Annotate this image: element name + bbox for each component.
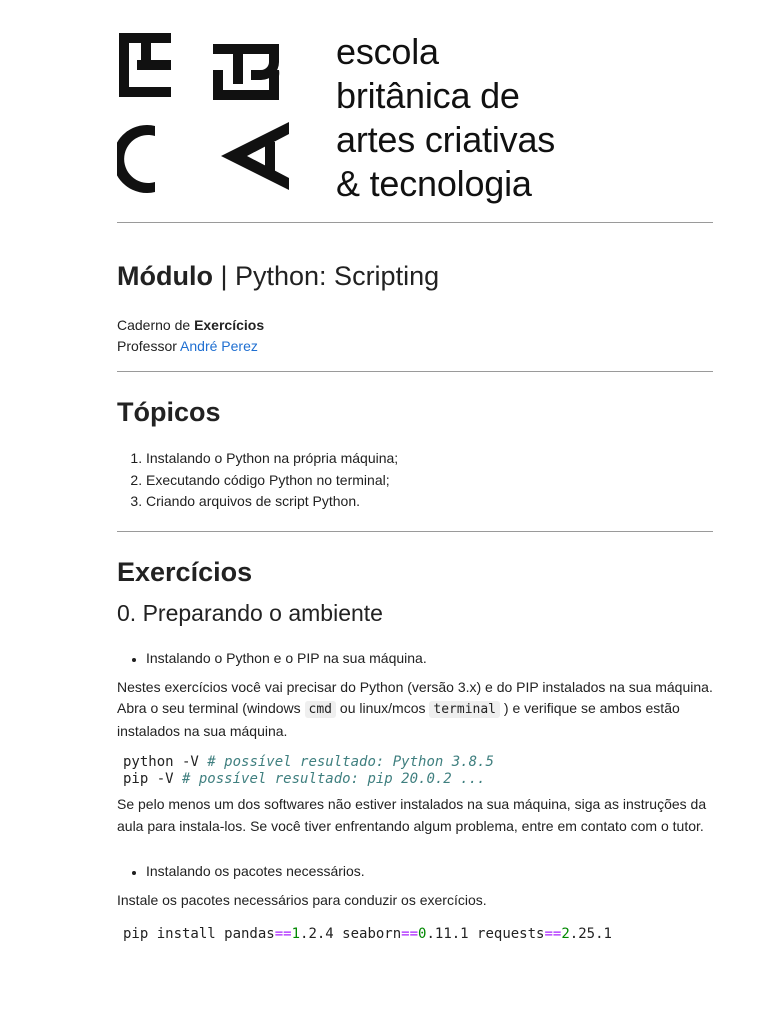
wordmark-line: escola (336, 31, 439, 72)
code-block (123, 754, 713, 788)
code-number: 2 (561, 925, 570, 942)
text-span: Nestes exercícios você vai precisar do Python (versão 3.x) e do PIP instalados na sua máquina. Abra o seu terminal (windows (117, 678, 713, 716)
code-text: python -V (123, 754, 208, 770)
code-text: pip install pandas (123, 925, 275, 942)
code-number: 1 (291, 925, 301, 942)
code-text: .2.4 seaborn (300, 925, 402, 942)
code-comment: # possível resultado: pip 20.0.2 ... (182, 771, 486, 787)
title-bold: Módulo (117, 261, 213, 291)
paragraph: Se pelo menos um dos softwares não estiver instalados na sua máquina, siga as instruções da aula para instala-los. Se você tiver enfrentando algum problema, entre em contato com o tutor. (117, 796, 707, 834)
code-number: 0 (418, 925, 427, 942)
bullet-list (117, 648, 713, 669)
text-span: ou linux/mcos (336, 700, 430, 716)
list-item: • Instalando o Python e o PIP na sua máquina. (146, 648, 713, 669)
caderno-label: Caderno de (117, 317, 195, 333)
code-text: .11.1 requests (426, 925, 545, 942)
title-separator: | (212, 261, 235, 291)
code-text: .25.1 (569, 925, 612, 942)
code-comment: # possível resultado: Python 3.8.5 (207, 754, 494, 770)
wordmark-line: britânica de (336, 75, 520, 116)
text-span: ) e verifique se ambos estão instalados na sua máquina. (117, 700, 680, 739)
wordmark-line: & tecnologia (336, 163, 532, 204)
section-heading: 0. Preparando o ambiente (117, 599, 383, 626)
code-operator: == (544, 925, 562, 942)
caderno-line (117, 315, 713, 336)
bullet-list (117, 861, 713, 882)
topicos-heading: Tópicos (117, 397, 221, 427)
code-text: pip -V (123, 771, 183, 787)
school-wordmark (336, 30, 555, 206)
wordmark-line: artes criativas (336, 119, 556, 160)
page-header (117, 0, 713, 222)
code-operator: == (274, 925, 292, 942)
title-subject: Python: Scripting (235, 261, 440, 291)
divider (117, 531, 713, 532)
paragraph: Instale os pacotes necessários para conduzir os exercícios. (117, 892, 487, 908)
professor-label: Professor (117, 338, 181, 354)
topicos-list (117, 448, 713, 513)
page-title (117, 259, 713, 293)
caderno-value: Exercícios (194, 317, 265, 333)
divider (117, 371, 713, 372)
inline-code: cmd (305, 701, 336, 718)
list-item: • Instalando os pacotes necessários. (146, 861, 713, 882)
code-operator: == (401, 925, 419, 942)
list-item: 1. Instalando o Python na própria máquina; (146, 448, 713, 470)
document-meta (117, 315, 713, 357)
code-block (123, 926, 713, 943)
professor-line (117, 336, 713, 357)
exercicios-heading: Exercícios (117, 556, 253, 587)
document-page (117, 0, 713, 949)
inline-code: terminal (429, 701, 500, 718)
ebac-logo (117, 30, 295, 196)
list-item: 3. Criando arquivos de script Python. (146, 491, 713, 513)
paragraph (117, 677, 713, 743)
list-item: 2. Executando código Python no terminal; (146, 470, 713, 492)
divider (117, 222, 713, 223)
professor-link[interactable]: André Perez (180, 338, 258, 354)
